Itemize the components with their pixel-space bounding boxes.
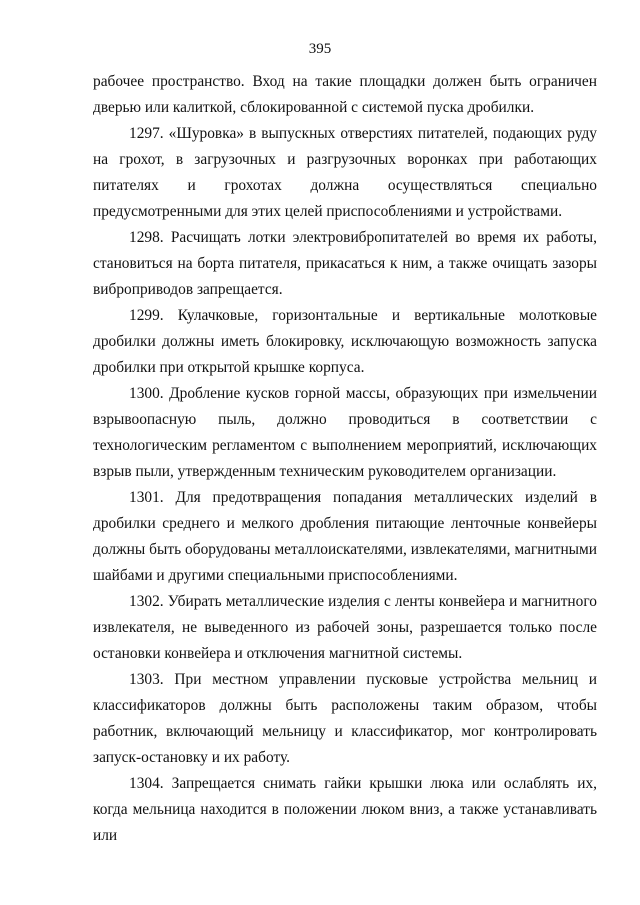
paragraph-1298: 1298. Расчищать лотки электровибропитателей во время их работы, становиться на борта питателя, прикасаться к ним, а также очищать зазоры виброприводов запрещается. xyxy=(93,229,597,298)
page-number: 395 xyxy=(308,41,332,57)
paragraph-1299: 1299. Кулачковые, горизонтальные и вертикальные молотковые дробилки должны иметь блокировку, исключающую возможность запуска дробилки при открытой крышке корпуса. xyxy=(93,307,597,376)
paragraph-1300: 1300. Дробление кусков горной массы, образующих при измельчении взрывоопасную пыль, должно проводиться в соответствии с технологическим регламентом с выполнением мероприятий, исключающих взрыв пыли, утвержденным техническим руководителем организации. xyxy=(93,385,597,480)
paragraph-continuation: рабочее пространство. Вход на такие площадки должен быть ограничен дверью или калиткой, сблокированной с системой пуска дробилки. xyxy=(93,73,597,116)
document-body xyxy=(93,69,597,849)
paragraph-1297: 1297. «Шуровка» в выпускных отверстиях питателей, подающих руду на грохот, в загрузочных и разгрузочных воронках при работающих питателях и грохотах должна осуществляться специально предусмотренными для этих целей приспособлениями и устройствами. xyxy=(93,125,597,220)
paragraph-1301: 1301. Для предотвращения попадания металлических изделий в дробилки среднего и мелкого дробления питающие ленточные конвейеры должны быть оборудованы металлоискателями, извлекателями, магнитными шайбами и другими специальными приспособлениями. xyxy=(93,489,597,584)
paragraph-1302: 1302. Убирать металлические изделия с ленты конвейера и магнитного извлекателя, не выведенного из рабочей зоны, разрешается только после остановки конвейера и отключения магнитной системы. xyxy=(93,593,597,662)
paragraph-1303: 1303. При местном управлении пусковые устройства мельниц и классификаторов должны быть расположены таким образом, чтобы работник, включающий мельницу и классификатор, мог контролировать запуск-остановку и их работу. xyxy=(93,671,597,766)
paragraph-1304: 1304. Запрещается снимать гайки крышки люка или ослаблять их, когда мельница находится в положении люком вниз, а также устанавливать или xyxy=(93,775,597,844)
